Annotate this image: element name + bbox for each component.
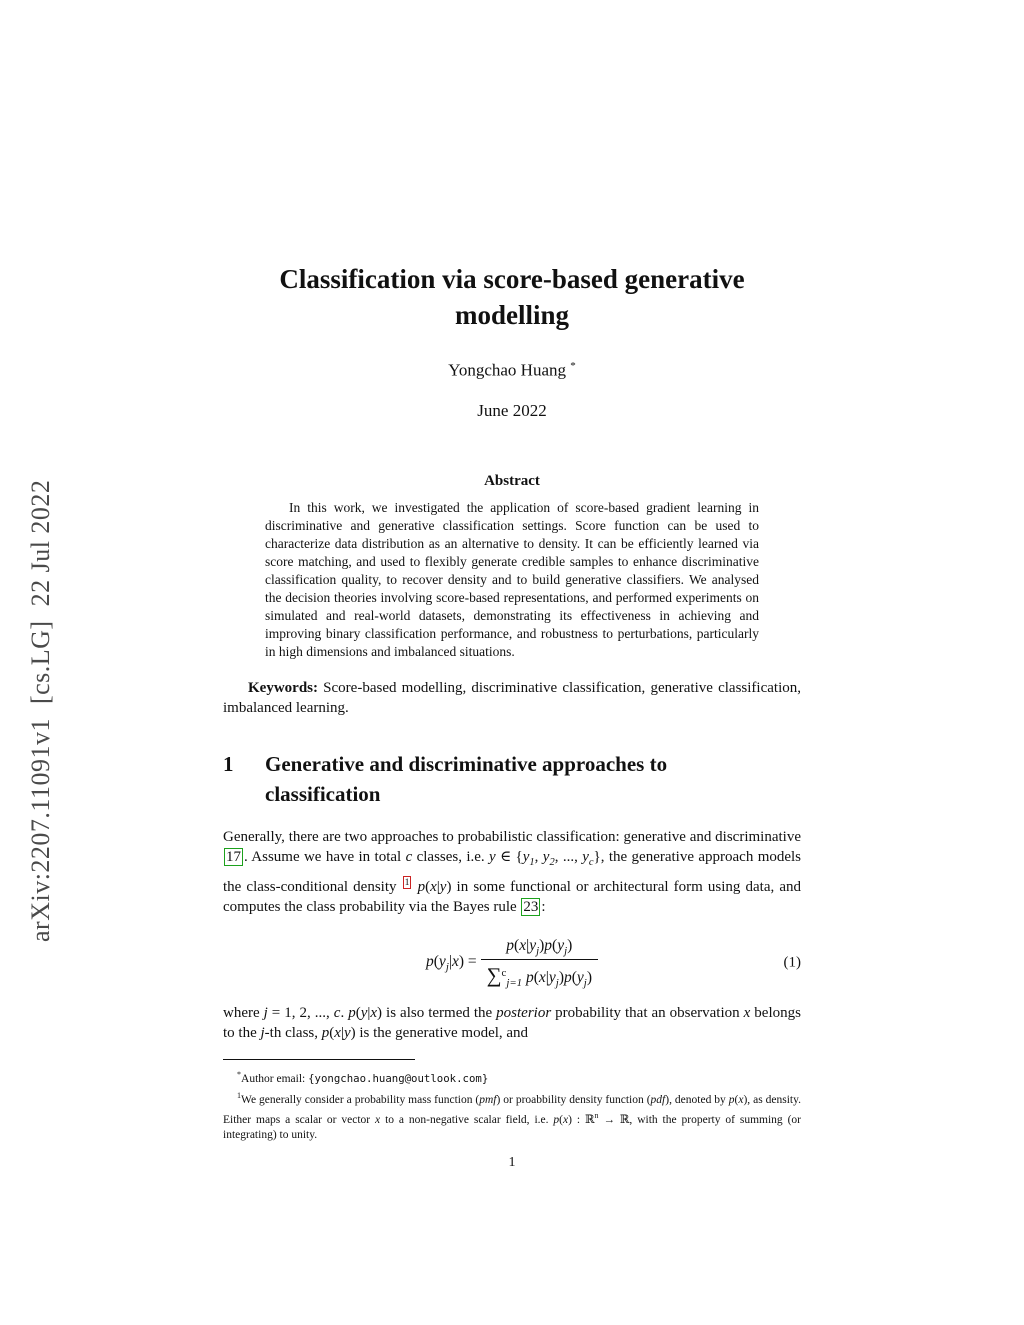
paper-title-line2: modelling — [454, 299, 569, 330]
text-segment: j — [445, 961, 449, 974]
text-segment: j — [583, 977, 587, 990]
equation-1-fraction — [481, 937, 598, 989]
paper-title — [223, 262, 801, 334]
text-segment: p — [506, 937, 515, 955]
text-segment: x — [738, 1093, 744, 1106]
text-segment: pdf — [650, 1093, 666, 1106]
author-line — [223, 360, 801, 381]
text-segment: probability that an observation — [551, 1005, 744, 1022]
text-segment: x — [563, 1113, 569, 1126]
text-segment: y — [489, 849, 496, 866]
text-segment: ) = — [458, 953, 477, 971]
arxiv-watermark: arXiv:2207.11091v1 [cs.LG] 22 Jul 2022 — [26, 479, 55, 942]
equation-1-lhs — [426, 953, 477, 973]
text-segment: x — [375, 1113, 381, 1126]
text-segment: . — [340, 1005, 349, 1022]
equation-1 — [223, 937, 801, 989]
text-segment: {yongchao.huang@outlook.com} — [308, 1072, 489, 1086]
date-line: June 2022 — [477, 401, 547, 421]
text-segment: x — [519, 937, 527, 955]
text-segment: * — [237, 1070, 242, 1080]
text-segment: y — [439, 879, 447, 896]
text-segment: ( — [734, 1093, 739, 1106]
section-title-line1: Generative and discriminative approaches to — [265, 752, 668, 777]
text-segment: x — [538, 969, 546, 987]
text-segment: y — [360, 1005, 368, 1022]
text-segment: ) : ℝ — [568, 1113, 595, 1126]
text-segment: ) in some functional or architectural form using data, and computes the class probability via the Bayes rule — [223, 879, 802, 916]
text-segment: ( — [514, 937, 520, 955]
citation-ref[interactable]: 17 — [226, 849, 241, 866]
footnote-ref[interactable]: 1 — [404, 877, 410, 889]
paper-content-column — [223, 0, 801, 1144]
text-segment: ) — [539, 937, 545, 955]
text-segment: p — [553, 1113, 560, 1126]
text-segment: ∑ — [486, 963, 502, 988]
text-segment: p — [544, 937, 553, 955]
text-segment: = 1, 2, ..., — [267, 1005, 334, 1022]
text-segment: where — [223, 1005, 264, 1022]
equation-number: (1) — [783, 954, 801, 971]
abstract-heading: Abstract — [484, 473, 540, 490]
text-segment: x — [334, 1025, 341, 1042]
text-segment: ( — [559, 1113, 563, 1126]
text-segment: | — [340, 1025, 344, 1042]
text-segment: posterior — [496, 1005, 552, 1022]
text-segment: y — [582, 849, 589, 866]
text-segment: j — [260, 1025, 265, 1042]
text-segment: | — [545, 969, 549, 987]
footnote-block — [223, 1059, 801, 1143]
text-segment: ), denoted by — [665, 1093, 729, 1106]
section-title — [265, 750, 667, 810]
footnote-star — [223, 1067, 801, 1087]
text-segment: Generally, there are two approaches to probabilistic classification: generative and discriminative — [223, 829, 801, 846]
text-segment: y — [557, 937, 565, 955]
text-segment: Author email: — [241, 1073, 309, 1086]
text-segment: | — [448, 953, 452, 971]
citation-ref[interactable]: 23 — [523, 899, 539, 916]
text-segment: c — [588, 857, 594, 869]
text-segment: classes, i.e. — [412, 849, 490, 866]
text-segment: j — [536, 945, 540, 958]
text-segment: 2 — [549, 857, 555, 869]
text-segment: y — [548, 969, 556, 987]
text-segment: 1 — [529, 857, 535, 869]
text-segment: y — [542, 849, 550, 866]
body-paragraph-1 — [223, 827, 801, 917]
text-segment: ) — [586, 969, 592, 987]
text-segment: ( — [355, 1005, 361, 1022]
text-segment: , — [534, 849, 543, 866]
text-segment: y — [522, 849, 530, 866]
text-segment: to a non-negative scalar field, i.e. — [380, 1113, 554, 1126]
footnote-1 — [223, 1088, 801, 1144]
footnote-rule — [223, 1059, 415, 1060]
author-footnote-mark[interactable]: * — [570, 359, 576, 372]
text-segment: p — [348, 1005, 356, 1022]
text-segment: }, the generative approach models the class-conditional density — [223, 849, 802, 896]
text-segment: | — [436, 879, 440, 896]
text-segment: ) or proabbility density function ( — [496, 1093, 651, 1106]
text-segment: x — [743, 1005, 751, 1022]
section-title-line2: classification — [265, 782, 381, 807]
text-segment: y — [343, 1025, 351, 1042]
abstract-body: In this work, we investigated the application of score-based gradient learning in discriminative and generative classification settings. Score function can be used to characterize data distribution as an alternative to density. It can be efficiently learned via score matching, and used to flexibly generate credible samples to enhance discriminative classification quality, to recover density and to build generative classifiers. We analysed the decision theories involving score-based representations, and performed experiments on simulated and real-world datasets, demonstrating its effectiveness in achieving and improving binary classification performance, and robustness to perturbations, particularly in high dimensions and imbalanced situations. — [265, 500, 759, 660]
text-segment: ( — [571, 969, 577, 987]
text-segment: c — [333, 1005, 341, 1022]
text-segment: y — [576, 969, 584, 987]
text-segment: → ℝ, with the property of summing (or integrating) to unity. — [223, 1113, 801, 1142]
text-segment: p — [417, 879, 426, 896]
author-name: Yongchao Huang — [448, 360, 566, 380]
keywords-paragraph — [223, 678, 801, 718]
text-segment: . Assume we have in total — [244, 849, 406, 866]
text-segment: p — [525, 969, 534, 987]
text-segment: p — [728, 1093, 735, 1106]
text-segment: c — [501, 967, 507, 980]
equation-1-body — [426, 937, 598, 989]
text-segment: x — [370, 1005, 378, 1022]
text-segment: ) — [567, 937, 573, 955]
text-segment: : — [541, 899, 546, 916]
text-segment: c — [405, 849, 413, 866]
text-segment: p — [426, 953, 434, 971]
body-paragraph-2 — [223, 1003, 801, 1043]
page-number: 1 — [508, 1155, 516, 1170]
text-segment: | — [526, 937, 530, 955]
keywords-label: Keywords: — [248, 680, 318, 697]
paper-title-line1: Classification via score-based generative — [279, 264, 745, 294]
text-segment: x — [451, 953, 459, 971]
text-segment: ( — [425, 879, 431, 896]
text-segment: j — [555, 977, 559, 990]
text-segment: ) — [558, 969, 564, 987]
text-segment: pmf — [479, 1093, 497, 1106]
text-segment: ( — [533, 969, 539, 987]
section-heading-1 — [223, 750, 801, 810]
text-segment: j — [564, 945, 568, 958]
text-segment: p — [321, 1025, 330, 1042]
text-segment: j — [263, 1005, 268, 1022]
text-segment: | — [367, 1005, 371, 1022]
text-segment: y — [438, 953, 446, 971]
text-segment: p — [563, 969, 572, 987]
text-segment: 1 — [237, 1090, 242, 1100]
text-segment: ), as density. Either maps a scalar or vector — [223, 1093, 801, 1126]
text-segment: ∈ { — [495, 849, 523, 866]
section-number: 1 — [223, 752, 234, 777]
keywords-text: Score-based modelling, discriminative classification, generative classification, imbalanced learning. — [223, 680, 801, 717]
text-segment: ( — [329, 1025, 335, 1042]
text-segment: belongs to the — [223, 1005, 801, 1042]
text-segment: -th class, — [264, 1025, 322, 1042]
text-segment: n — [594, 1110, 599, 1120]
text-segment: j=1 — [506, 977, 523, 990]
text-segment: ( — [433, 953, 439, 971]
text-segment: , ..., — [554, 849, 583, 866]
equation-1-denominator — [481, 960, 598, 989]
text-segment: We generally consider a probability mass function ( — [241, 1093, 480, 1106]
text-segment: y — [529, 937, 537, 955]
text-segment: x — [430, 879, 437, 896]
text-segment: ) is also termed the — [377, 1005, 497, 1022]
text-segment: ( — [552, 937, 558, 955]
text-segment: ) is the generative model, and — [350, 1025, 529, 1042]
equation-1-numerator — [481, 937, 598, 960]
